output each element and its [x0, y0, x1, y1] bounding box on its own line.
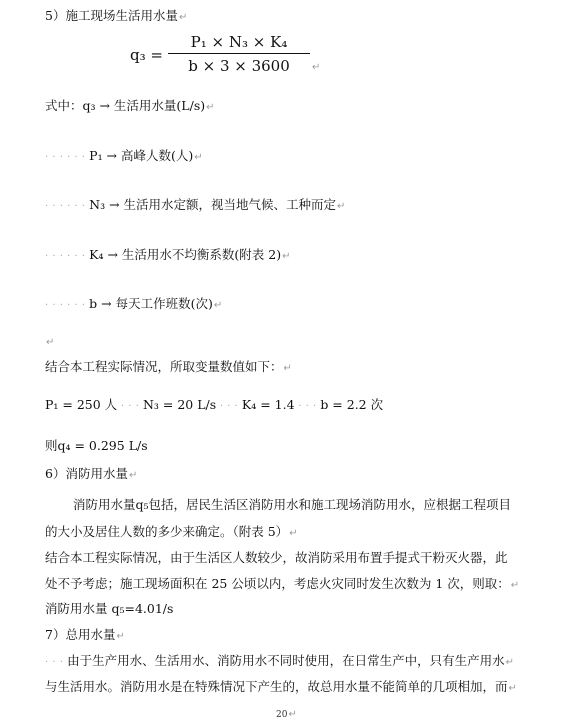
paragraph-text: 消防用水量q₅包括，居民生活区消防用水和施工现场消防用水，应根据工程项目: [73, 497, 512, 512]
legend-item: [45, 148, 203, 166]
legend-item-text: b → 每天工作班数(次): [89, 296, 213, 311]
paragraph-text: 由于生产用水、生活用水、消防用水不同时使用，在日常生产中，只有生产用水: [67, 653, 505, 668]
tab-leader: · · ·: [294, 401, 321, 412]
paragraph-line: [45, 524, 298, 542]
paragraph-mark: ↵: [288, 709, 297, 720]
paragraph-mark: ↵: [128, 470, 138, 481]
paragraph-line: [45, 653, 514, 671]
tab-leader: · · · · · ·: [45, 201, 90, 212]
section-heading-7: [45, 627, 125, 645]
paragraph-line: [45, 679, 517, 697]
tab-leader: · · · · · ·: [45, 251, 90, 262]
legend-title-text: 式中：q₃ → 生活用水量(L/s): [45, 98, 206, 113]
section-heading-6-text: 6）消防用水量: [45, 466, 128, 481]
value-b: b = 2.2 次: [320, 397, 384, 412]
formula-denominator: b × 3 × 3600: [188, 57, 290, 75]
legend-title: [45, 98, 215, 116]
paragraph-mark: ↵: [283, 363, 292, 374]
paragraph-line: [45, 550, 508, 566]
legend-item-text: P₁ → 高峰人数(人): [89, 148, 194, 163]
section-heading-5: [45, 8, 187, 26]
paragraph-mark: ↵: [510, 580, 520, 591]
paragraph-line: [73, 497, 511, 513]
section-heading-5-text: 5）施工现场生活用水量: [45, 8, 178, 23]
legend-item: [45, 247, 291, 265]
paragraph-mark: ↵: [508, 683, 517, 694]
values-intro: [45, 359, 292, 377]
paragraph-mark: ↵: [505, 657, 514, 668]
value-p1: P₁ = 250 人: [45, 397, 118, 412]
fraction-bar: [168, 53, 310, 54]
tab-leader: · · · · · ·: [45, 300, 90, 311]
formula-lhs: q₃ =: [130, 46, 163, 64]
tab-leader: · · ·: [45, 657, 68, 668]
paragraph-mark: ↵: [46, 337, 55, 348]
paragraph-mark: ↵: [116, 631, 125, 642]
paragraph-mark: ↵: [282, 251, 291, 262]
value-n3: N₃ = 20 L/s: [142, 397, 217, 412]
legend-item-text: K₄ → 生活用水不均衡系数(附表 2): [89, 247, 282, 262]
paragraph-mark: ↵: [206, 102, 215, 113]
paragraph-text: 消防用水量 q₅=4.01/s: [45, 601, 174, 616]
paragraph-mark: ↵: [213, 300, 223, 311]
tab-leader: · · ·: [117, 401, 143, 412]
legend-item: [45, 197, 345, 215]
values-line: [45, 397, 383, 415]
section-heading-7-text: 7）总用水量: [45, 627, 116, 642]
empty-paragraph: [45, 333, 54, 351]
page-number: [276, 709, 297, 720]
values-intro-text: 结合本工程实际情况，所取变量数值如下：: [45, 359, 283, 374]
paragraph-mark: ↵: [178, 12, 188, 23]
page-number-text: 20: [276, 710, 288, 720]
value-k4: K₄ = 1.4: [241, 397, 295, 412]
legend-item: [45, 296, 222, 314]
paragraph-text: 结合本工程实际情况，由于生活区人数较少，故消防采用布置手提式干粉灭火器，此: [45, 550, 508, 565]
legend-item-text: N₃ → 生活用水定额，视当地气候、工种而定: [89, 197, 337, 212]
paragraph-text: 处不予考虑；施工现场面积在 25 公顷以内，考虑火灾同时发生次数为 1 次，则取：: [45, 576, 510, 591]
paragraph-mark: ↵: [337, 201, 346, 212]
paragraph-line: [45, 601, 173, 617]
paragraph-line: [45, 576, 519, 594]
paragraph-text: 的大小及居住人数的多少来确定。（附表 5）: [45, 524, 289, 539]
tab-leader: · · · · · ·: [45, 152, 90, 163]
paragraph-text: 与生活用水。消防用水是在特殊情况下产生的，故总用水量不能简单的几项相加，而: [45, 679, 508, 694]
result-text: 则q₄ = 0.295 L/s: [45, 438, 148, 453]
tab-leader: · · ·: [216, 401, 242, 412]
result-line: [45, 438, 148, 454]
formula-numerator: P₁ × N₃ × K₄: [190, 33, 288, 51]
section-heading-6: [45, 466, 137, 484]
formula-fraction: [168, 32, 310, 76]
paragraph-mark: ↵: [194, 152, 203, 163]
paragraph-mark: ↵: [312, 62, 321, 73]
paragraph-mark: ↵: [289, 528, 298, 539]
